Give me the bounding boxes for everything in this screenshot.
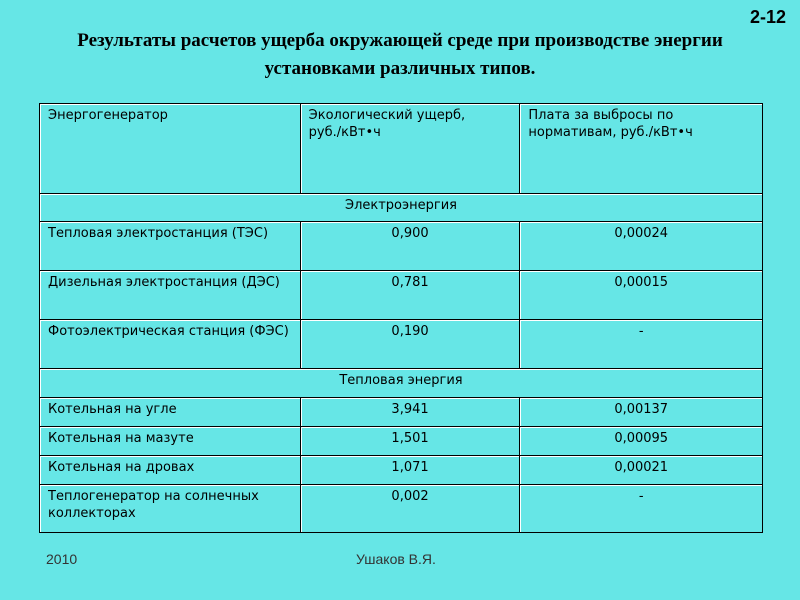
row-fee: 0,00137	[520, 398, 763, 427]
row-damage: 0,781	[300, 271, 520, 320]
table-header-row	[40, 104, 763, 194]
row-name: Фотоэлектрическая станция (ФЭС)	[40, 320, 301, 369]
row-fee: 0,00015	[520, 271, 763, 320]
table-row	[40, 485, 763, 533]
section-label: Электроэнергия	[40, 194, 763, 222]
table-row	[40, 222, 763, 271]
footer-author: Ушаков В.Я.	[356, 551, 436, 567]
table-row	[40, 320, 763, 369]
header-fee: Плата за выбросы по нормативам, руб./кВт•ч	[520, 104, 763, 194]
row-fee: 0,00021	[520, 456, 763, 485]
row-damage: 3,941	[300, 398, 520, 427]
table-row	[40, 427, 763, 456]
row-name: Котельная на угле	[40, 398, 301, 427]
table-row	[40, 271, 763, 320]
footer-year: 2010	[46, 551, 78, 567]
title-line-1: Результаты расчетов ущерба окружающей среде при производстве энергии	[77, 30, 723, 51]
table-row	[40, 456, 763, 485]
section-row	[40, 369, 763, 398]
header-damage: Экологический ущерб, руб./кВт•ч	[300, 104, 520, 194]
row-name: Дизельная электростанция (ДЭС)	[40, 271, 301, 320]
row-name: Теплогенератор на солнечных коллекторах	[40, 485, 301, 533]
section-row	[40, 194, 763, 222]
row-damage: 1,501	[300, 427, 520, 456]
slide-number: 2-12	[749, 7, 786, 27]
row-name: Тепловая электростанция (ТЭС)	[40, 222, 301, 271]
row-damage: 1,071	[300, 456, 520, 485]
section-label: Тепловая энергия	[40, 369, 763, 398]
slide-title	[0, 27, 800, 83]
row-damage: 0,190	[300, 320, 520, 369]
row-damage: 0,900	[300, 222, 520, 271]
row-fee: -	[520, 320, 763, 369]
damage-table	[39, 103, 763, 533]
row-fee: 0,00095	[520, 427, 763, 456]
title-line-2: установками различных типов.	[264, 58, 536, 79]
row-fee: 0,00024	[520, 222, 763, 271]
row-fee: -	[520, 485, 763, 533]
table-row	[40, 398, 763, 427]
row-damage: 0,002	[300, 485, 520, 533]
header-generator: Энергогенератор	[40, 104, 301, 194]
row-name: Котельная на дровах	[40, 456, 301, 485]
row-name: Котельная на мазуте	[40, 427, 301, 456]
